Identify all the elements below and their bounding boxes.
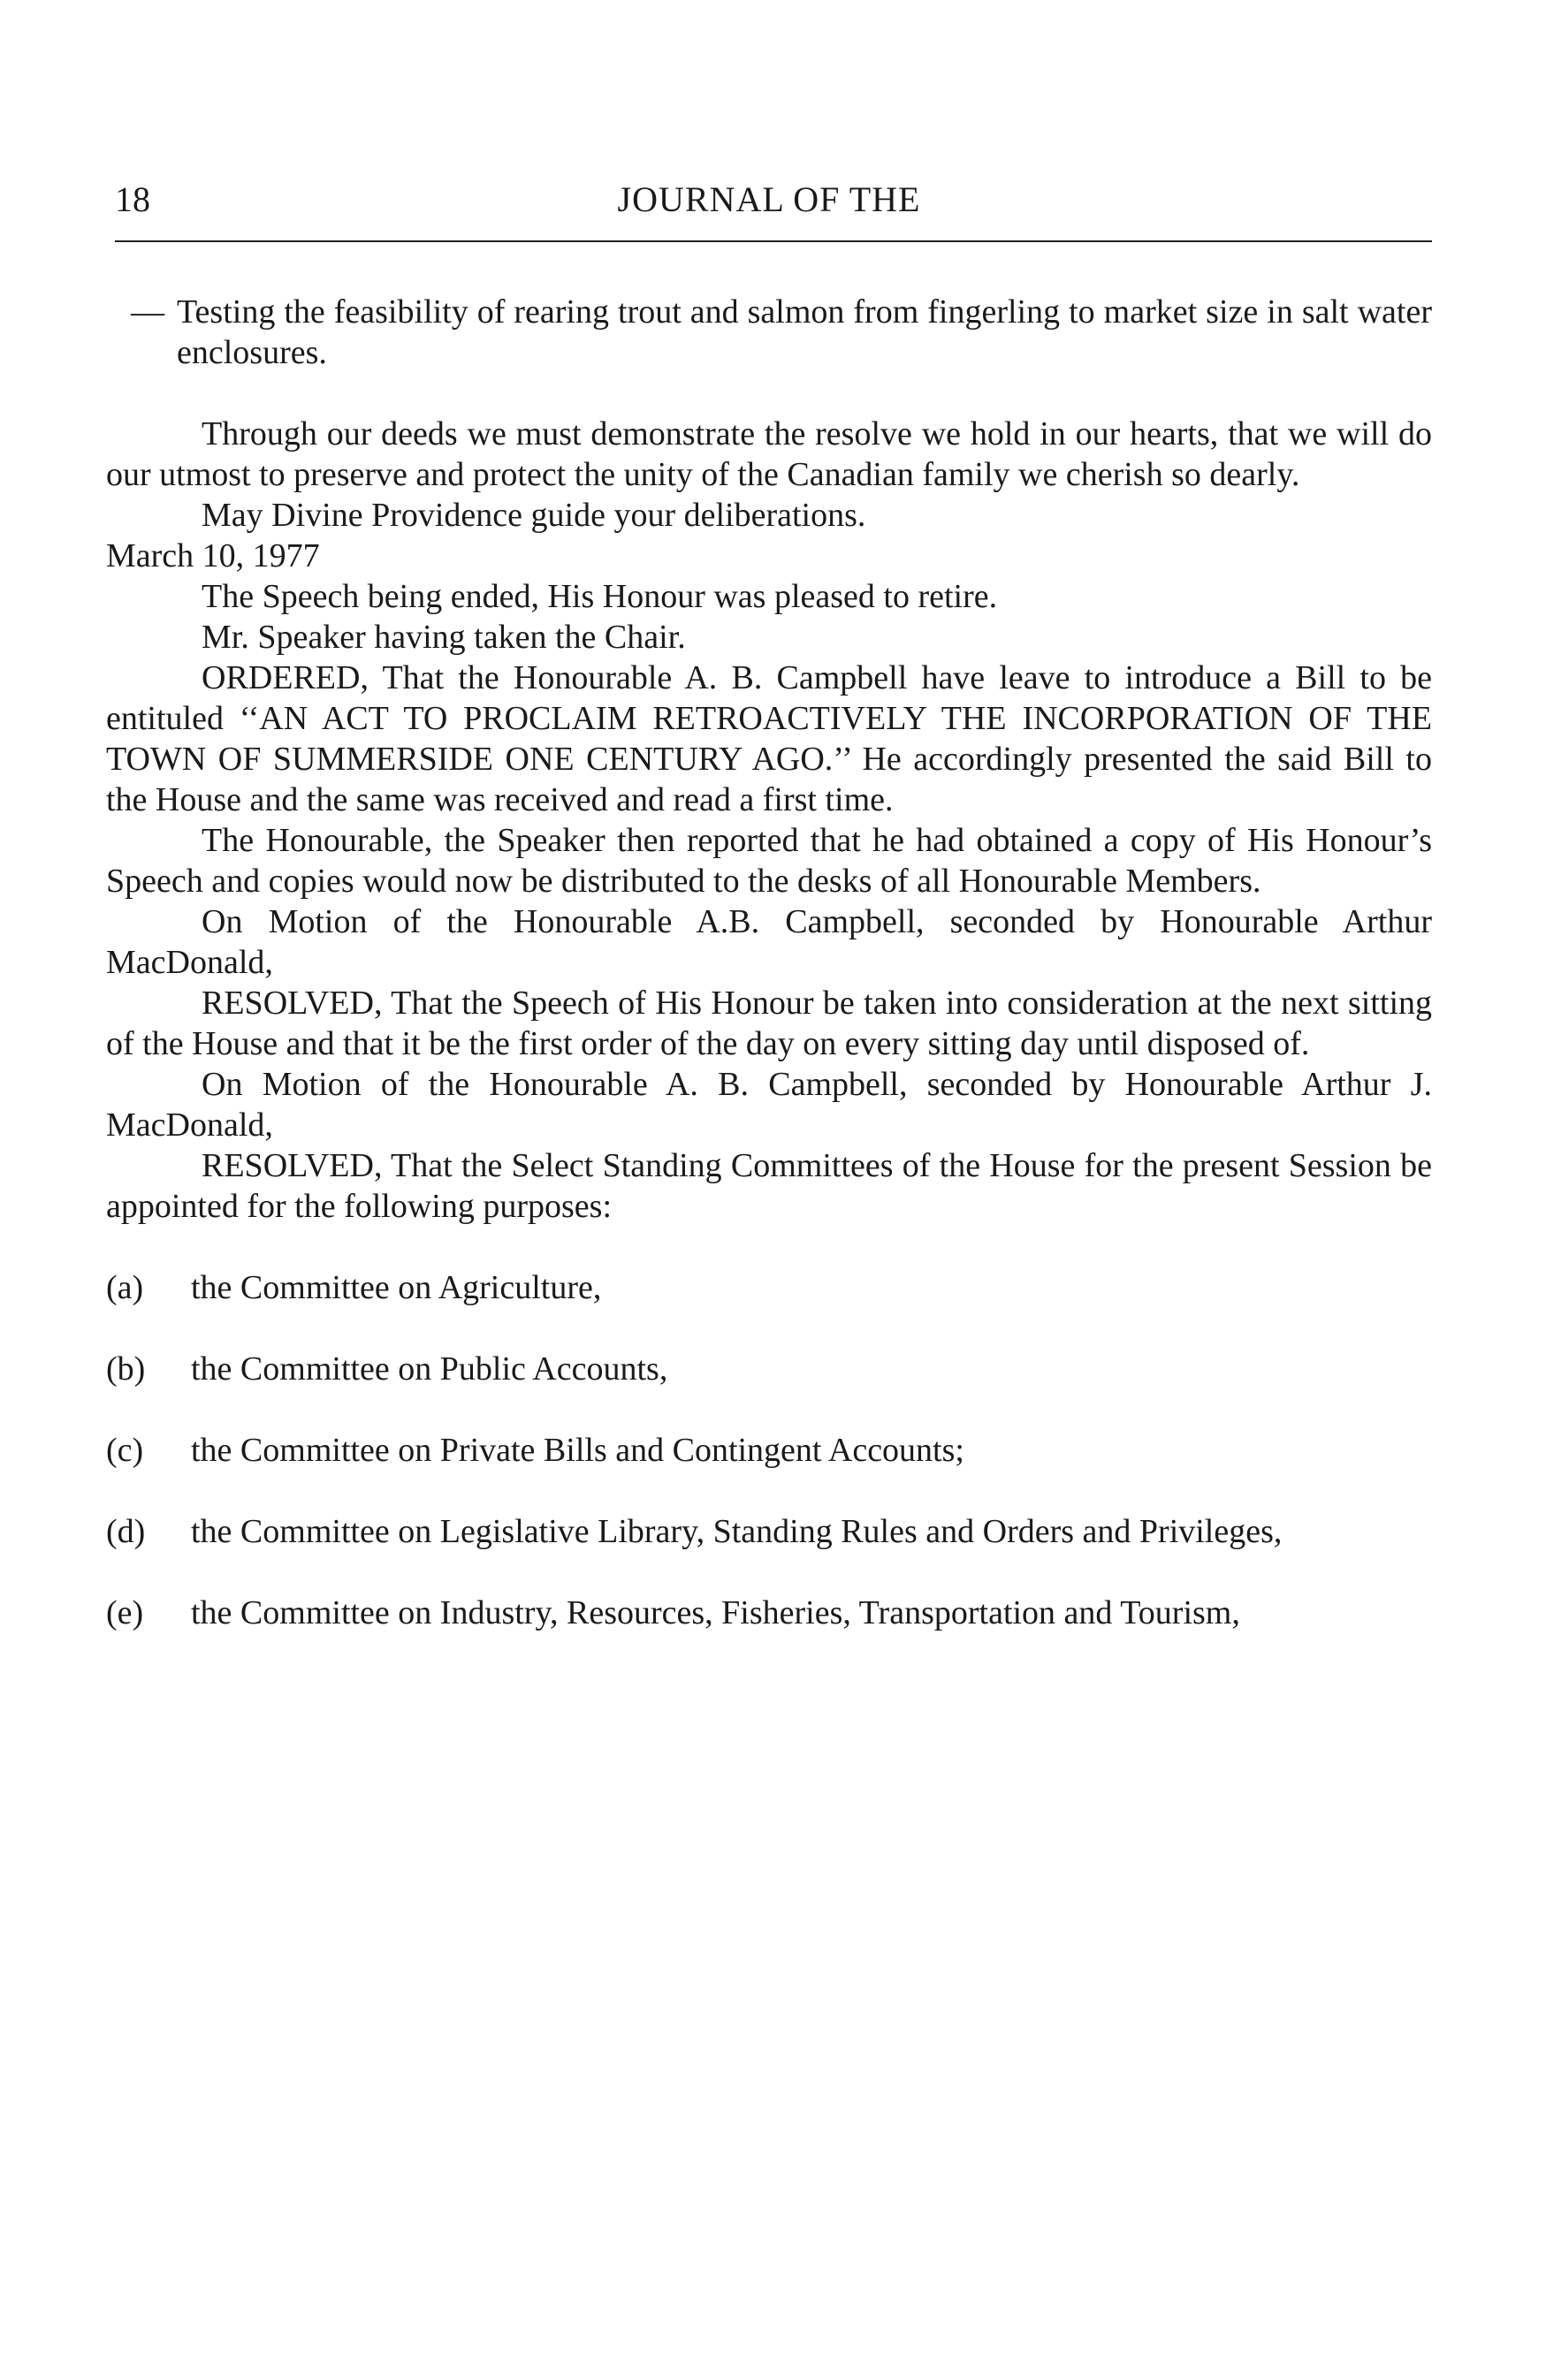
header-rule: [115, 240, 1432, 242]
list-text: the Committee on Public Accounts,: [191, 1350, 668, 1388]
committee-item-b: [106, 1349, 1432, 1389]
paragraph-providence: May Divine Providence guide your deliberations.: [202, 497, 866, 534]
paragraph-resolved-1: RESOLVED, That the Speech of His Honour be taken into consideration at the next sitting of the House and that it be the first order of the day on every sitting day until disposed of.: [106, 985, 1432, 1062]
paragraph-ordered: ORDERED, That the Honourable A. B. Campbell have leave to introduce a Bill to be entituled ‘‘AN ACT TO PROCLAIM RETROACTIVELY THE INCORPORATION OF THE TOWN OF SUMMERSIDE ONE CENTURY AGO.’’ He accordingly presented the said Bill to the House and the same was received and read a first time.: [106, 659, 1432, 818]
paragraph-speaker-chair: Mr. Speaker having taken the Chair.: [202, 619, 686, 656]
list-text: the Committee on Agriculture,: [191, 1269, 602, 1306]
paragraph-speech-ended: The Speech being ended, His Honour was pleased to retire.: [202, 578, 998, 615]
em-dash-bullet: —: [131, 293, 164, 331]
list-text: the Committee on Legislative Library, Standing Rules and Orders and Privileges,: [191, 1513, 1283, 1550]
page-header: [106, 179, 1432, 232]
paragraph-deeds: Through our deeds we must demonstrate the resolve we hold in our hearts, that we will do our utmost to preserve and protect the unity of the Canadian family we cherish so dearly.: [106, 415, 1432, 493]
list-label: (e): [106, 1594, 144, 1631]
list-label: (d): [106, 1513, 146, 1550]
list-label: (c): [106, 1432, 144, 1469]
running-head: JOURNAL OF THE: [617, 179, 921, 219]
paragraph-motion-2: On Motion of the Honourable A. B. Campbell, seconded by Honourable Arthur J. MacDonald,: [106, 1066, 1432, 1144]
page-body: [106, 292, 1432, 1633]
list-text: the Committee on Private Bills and Contingent Accounts;: [191, 1432, 964, 1469]
paragraph-resolved-2: RESOLVED, That the Select Standing Committees of the House for the present Session be appointed for the following purposes:: [106, 1147, 1432, 1225]
paragraph-motion-1: On Motion of the Honourable A.B. Campbell, seconded by Honourable Arthur MacDonald,: [106, 903, 1432, 981]
committee-list: [106, 1267, 1432, 1633]
list-text: the Committee on Industry, Resources, Fisheries, Transportation and Tourism,: [191, 1594, 1240, 1631]
list-label: (b): [106, 1350, 146, 1388]
committee-item-e: [106, 1593, 1432, 1633]
dash-item-text: Testing the feasibility of rearing trout and salmon from fingerling to market size in salt water enclosures.: [177, 293, 1432, 371]
committee-item-d: [106, 1511, 1432, 1552]
committee-item-a: [106, 1267, 1432, 1308]
dateline: March 10, 1977: [106, 537, 320, 574]
committee-item-c: [106, 1430, 1432, 1471]
paragraph-speaker-reported: The Honourable, the Speaker then reported that he had obtained a copy of His Honour’s Speech and copies would now be distributed to the desks of all Honourable Members.: [106, 822, 1432, 900]
dash-list-item: [106, 292, 1432, 373]
list-label: (a): [106, 1269, 144, 1306]
page-number: 18: [115, 179, 150, 219]
